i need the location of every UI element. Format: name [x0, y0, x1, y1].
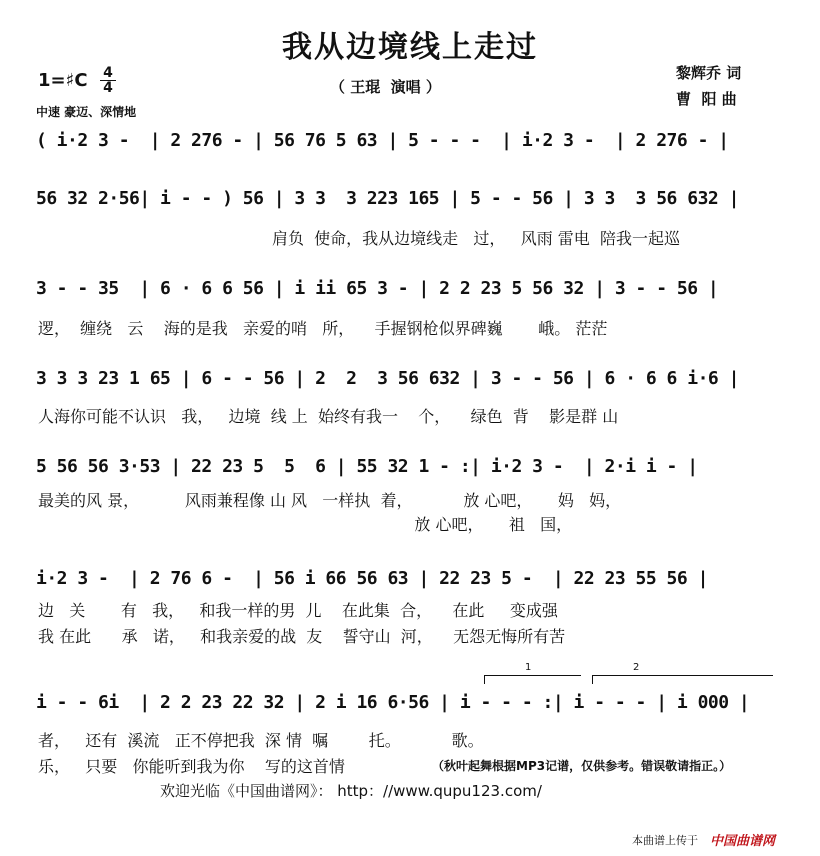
second-ending-number: 2 [633, 662, 640, 673]
lyric-row-7b: 乐， 只要 你能听到我为你 写的这首情 [38, 757, 345, 776]
second-ending-bracket [592, 662, 773, 684]
lyric-row-6a: 边 关 有 我， 和我一样的男 儿 在此集 合， 在此 变成强 [38, 601, 558, 620]
time-signature-bottom: 4 [103, 80, 113, 96]
lyric-row-5b: 放 心吧， 祖 国， [38, 515, 573, 534]
lyric-row-3: 逻， 缠绕 云 海的是我 亲爱的哨 所， 手握钢枪似界碑巍 峨。 茫茫 [38, 319, 608, 338]
score-row-2: 56 32 2·56| i - - ) 56 | 3 3 3 223 165 | 5 - - 56 | 3 3 3 56 632 | [36, 188, 739, 209]
key-signature: 1=♯C [38, 70, 88, 91]
site-logo: 中国曲谱网 [710, 834, 776, 849]
lyric-row-2: 肩负 使命，我从边境线走 过， 风雨 雷电 陪我一起巡 [272, 229, 680, 248]
score-row-4: 3 3 3 23 1 65 | 6 - - 56 | 2 2 3 56 632 | 3 - - 56 | 6 · 6 6 i·6 | [36, 368, 739, 389]
first-ending-number: 1 [525, 662, 532, 673]
score-row-3: 3 - - 35 | 6 · 6 6 56 | i ii 65 3 - | 2 2 23 5 56 32 | 3 - - 56 | [36, 278, 719, 299]
lyricist-credit: 黎辉乔 词 [676, 64, 742, 82]
time-signature-top: 4 [103, 65, 113, 81]
upload-text: 本曲谱上传于 [632, 834, 698, 847]
lyric-row-7a: 者， 还有 溪流 正不停把我 深 情 嘱 托。 歌。 [38, 731, 484, 750]
lyric-row-4: 人海你可能不认识 我， 边境 线 上 始终有我一 个， 绿色 背 影是群 山 [38, 407, 619, 426]
time-signature [100, 66, 116, 95]
page-title: 我从边境线上走过 [282, 30, 538, 65]
first-ending-bracket [484, 662, 581, 684]
score-row-1: ( i·2 3 - | 2 276 - | 56 76 5 63 | 5 - - - | i·2 3 - | 2 276 - | [36, 130, 729, 151]
score-row-6: i·2 3 - | 2 76 6 - | 56 i 66 56 63 | 22 23 5 - | 22 23 55 56 | [36, 568, 708, 589]
tempo-marking: 中速 豪迈、深情地 [36, 105, 137, 119]
singer-credit: （ 王琨 演唱 ） [330, 78, 441, 96]
lyric-row-5a: 最美的风 景， 风雨兼程像 山 风 一样执 着， 放 心吧， 妈 妈， [38, 491, 622, 510]
lyric-row-6b: 我 在此 承 诺， 和我亲爱的战 友 誓守山 河， 无怨无悔所有苦 [38, 627, 566, 646]
welcome-line: 欢迎光临《中国曲谱网》： http：//www.qupu123.com/ [160, 782, 542, 800]
transcription-note: （秋叶起舞根据MP3记谱，仅供参考。错误敬请指正。） [432, 759, 732, 773]
score-row-5: 5 56 56 3·53 | 22 23 5 5 6 | 55 32 1 - :| i·2 3 - | 2·i i - | [36, 456, 698, 477]
score-row-7: i - - 6i | 2 2 23 22 32 | 2 i 16 6·56 | i - - - :| i - - - | i 000 | [36, 692, 750, 713]
composer-credit: 曹 阳 曲 [676, 90, 737, 108]
